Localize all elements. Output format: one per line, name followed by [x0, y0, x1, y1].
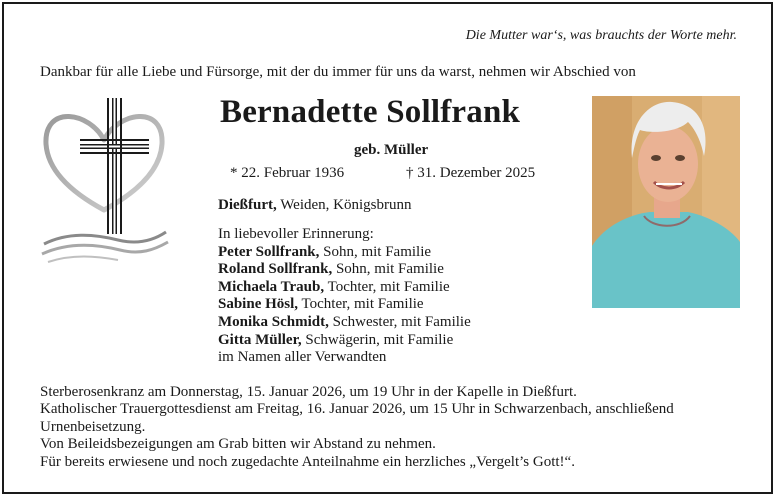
death-date: † 31. Dezember 2025	[406, 165, 536, 181]
mourner-row	[218, 296, 471, 314]
notice-line: Sterberosenkranz am Donnerstag, 15. Januar 2026, um 19 Uhr in der Kapelle in Dießfurt.	[40, 384, 577, 400]
mourner-name: Peter Sollfrank,	[218, 243, 320, 260]
heart-cross-wave-icon	[34, 92, 174, 272]
mourners-block	[218, 226, 471, 367]
mourner-row	[218, 261, 471, 279]
mourner-name: Gitta Müller,	[218, 331, 302, 348]
mourner-name: Roland Sollfrank,	[218, 261, 333, 278]
notice-line: Von Beileidsbezeigungen am Grab bitten wir Abstand zu nehmen.	[40, 436, 436, 453]
motto-quote: Die Mutter war‘s, was brauchts der Worte mehr.	[465, 28, 737, 43]
mourner-relation: Sohn, mit Familie	[332, 261, 444, 278]
mourners-closing: im Namen aller Verwandten	[218, 349, 387, 366]
notice-line: Für bereits erwiesene und noch zugedachte Anteilnahme ein herzliches „Vergelt’s Gott!“.	[40, 453, 575, 470]
mourner-row	[218, 314, 471, 332]
mourner-row	[218, 279, 471, 297]
obituary-card	[2, 2, 773, 494]
mourner-relation: Sohn, mit Familie	[319, 243, 432, 260]
mourner-relation: Tochter, mit Familie	[324, 278, 450, 295]
mourner-name: Michaela Traub,	[218, 278, 325, 295]
mourner-name: Monika Schmidt,	[218, 313, 329, 330]
mourner-name: Sabine Hösl,	[218, 296, 299, 313]
notice-line: Urnenbeisetzung.	[40, 418, 146, 435]
place-main: Dießfurt,	[218, 197, 277, 213]
place-others: Weiden, Königsbrunn	[276, 197, 412, 213]
places	[218, 197, 412, 214]
birth-date: * 22. Februar 1936	[230, 165, 345, 181]
portrait-photo	[592, 96, 740, 308]
service-notices	[40, 384, 760, 471]
maiden-name: geb. Müller	[354, 142, 429, 158]
intro-text: Dankbar für alle Liebe und Fürsorge, mit der du immer für uns da warst, nehmen wir Abschied von	[40, 64, 636, 80]
mourner-relation: Schwägerin, mit Familie	[301, 331, 454, 348]
notice-line: Katholischer Trauergottesdienst am Freitag, 16. Januar 2026, um 15 Uhr in Schwarzenbach, anschließend	[40, 401, 674, 418]
mourner-relation: Schwester, mit Familie	[328, 313, 471, 330]
mourners-heading: In liebevoller Erinnerung:	[218, 226, 374, 242]
mourner-relation: Tochter, mit Familie	[298, 296, 424, 313]
mourner-row	[218, 244, 471, 262]
mourner-row	[218, 332, 471, 350]
deceased-name: Bernadette Sollfrank	[220, 94, 521, 130]
